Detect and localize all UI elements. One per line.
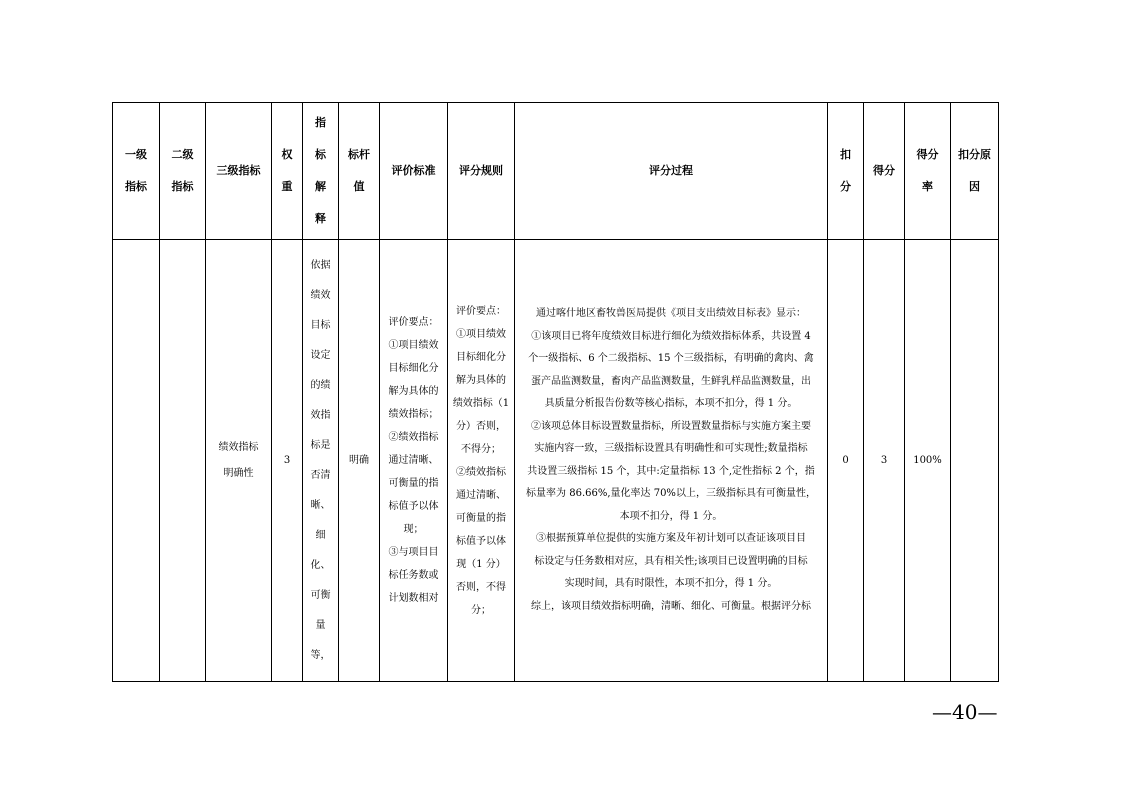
header-level3: 三级指标 — [206, 103, 272, 240]
cell-reason — [951, 240, 999, 682]
header-rate: 得分 率 — [905, 103, 951, 240]
header-process: 评分过程 — [515, 103, 828, 240]
evaluation-table — [112, 102, 999, 682]
header-level1: 一级 指标 — [113, 103, 160, 240]
header-reason: 扣分原 因 — [951, 103, 999, 240]
cell-deduction: 0 — [828, 240, 864, 682]
cell-score: 3 — [864, 240, 905, 682]
header-weight: 权 重 — [272, 103, 303, 240]
cell-rate: 100% — [905, 240, 951, 682]
cell-level2 — [160, 240, 206, 682]
header-benchmark: 标杆 值 — [339, 103, 380, 240]
header-score: 得分 — [864, 103, 905, 240]
header-standard: 评价标准 — [380, 103, 448, 240]
cell-standard: 评价要点： ①项目绩效 目标细化分 解为具体的 绩效指标； ②绩效指标 通过清晰、 可衡量的指 标值予以体 现； ③与项目目 标任务数或 计划数相对 — [380, 240, 448, 682]
cell-rule: 评价要点： ①项目绩效 目标细化分 解为具体的 绩效指标（1 分）否则， 不得分； ②绩效指标 通过清晰、 可衡量的指 标值予以体 现（1 分） 否则，不得 分； — [448, 240, 515, 682]
cell-benchmark: 明确 — [339, 240, 380, 682]
table-row — [113, 240, 999, 682]
header-level2: 二级 指标 — [160, 103, 206, 240]
header-deduction: 扣 分 — [828, 103, 864, 240]
header-rule: 评分规则 — [448, 103, 515, 240]
header-explain: 指 标 解 释 — [303, 103, 339, 240]
cell-level3: 绩效指标 明确性 — [206, 240, 272, 682]
page-number: —40— — [932, 700, 998, 724]
cell-explain: 依据 绩效 目标 设定 的绩 效指 标是 否清 晰、 细 化、 可衡 量 等， — [303, 240, 339, 682]
cell-level1 — [113, 240, 160, 682]
table-header-row — [113, 103, 999, 240]
cell-process: 通过喀什地区畜牧兽医局提供《项目支出绩效目标表》显示： ①该项目已将年度绩效目标进行细化为绩效指标体系，共设置 4 个一级指标、6 个二级指标、15 个三级指标，有明确的禽肉、禽 蛋产品监测数量，畜肉产品监测数量，生鲜乳样品监测数量，出 具质量分析报告份数等核心指标，本项不扣分，得 1 分。 ②该项总体目标设置数量指标，所设置数量指标与实施方案主要 实施内容一致，三级指标设置具有明确性和可实现性;数量指标 共设置三级指标 15 个，其中:定量指标 13 个,定性指标 2 个，指 标量率为 86.66%,量化率达 70%以上，三级指标具有可衡量性， 本项不扣分，得 1 分。 ③根据预算单位提供的实施方案及年初计划可以查证该项目目 标设定与任务数相对应，具有相关性;该项目已设置明确的目标 实现时间，具有时限性，本项不扣分，得 1 分。 综上，该项目绩效指标明确，清晰、细化、可衡量。根据评分标 — [515, 240, 828, 682]
cell-weight: 3 — [272, 240, 303, 682]
